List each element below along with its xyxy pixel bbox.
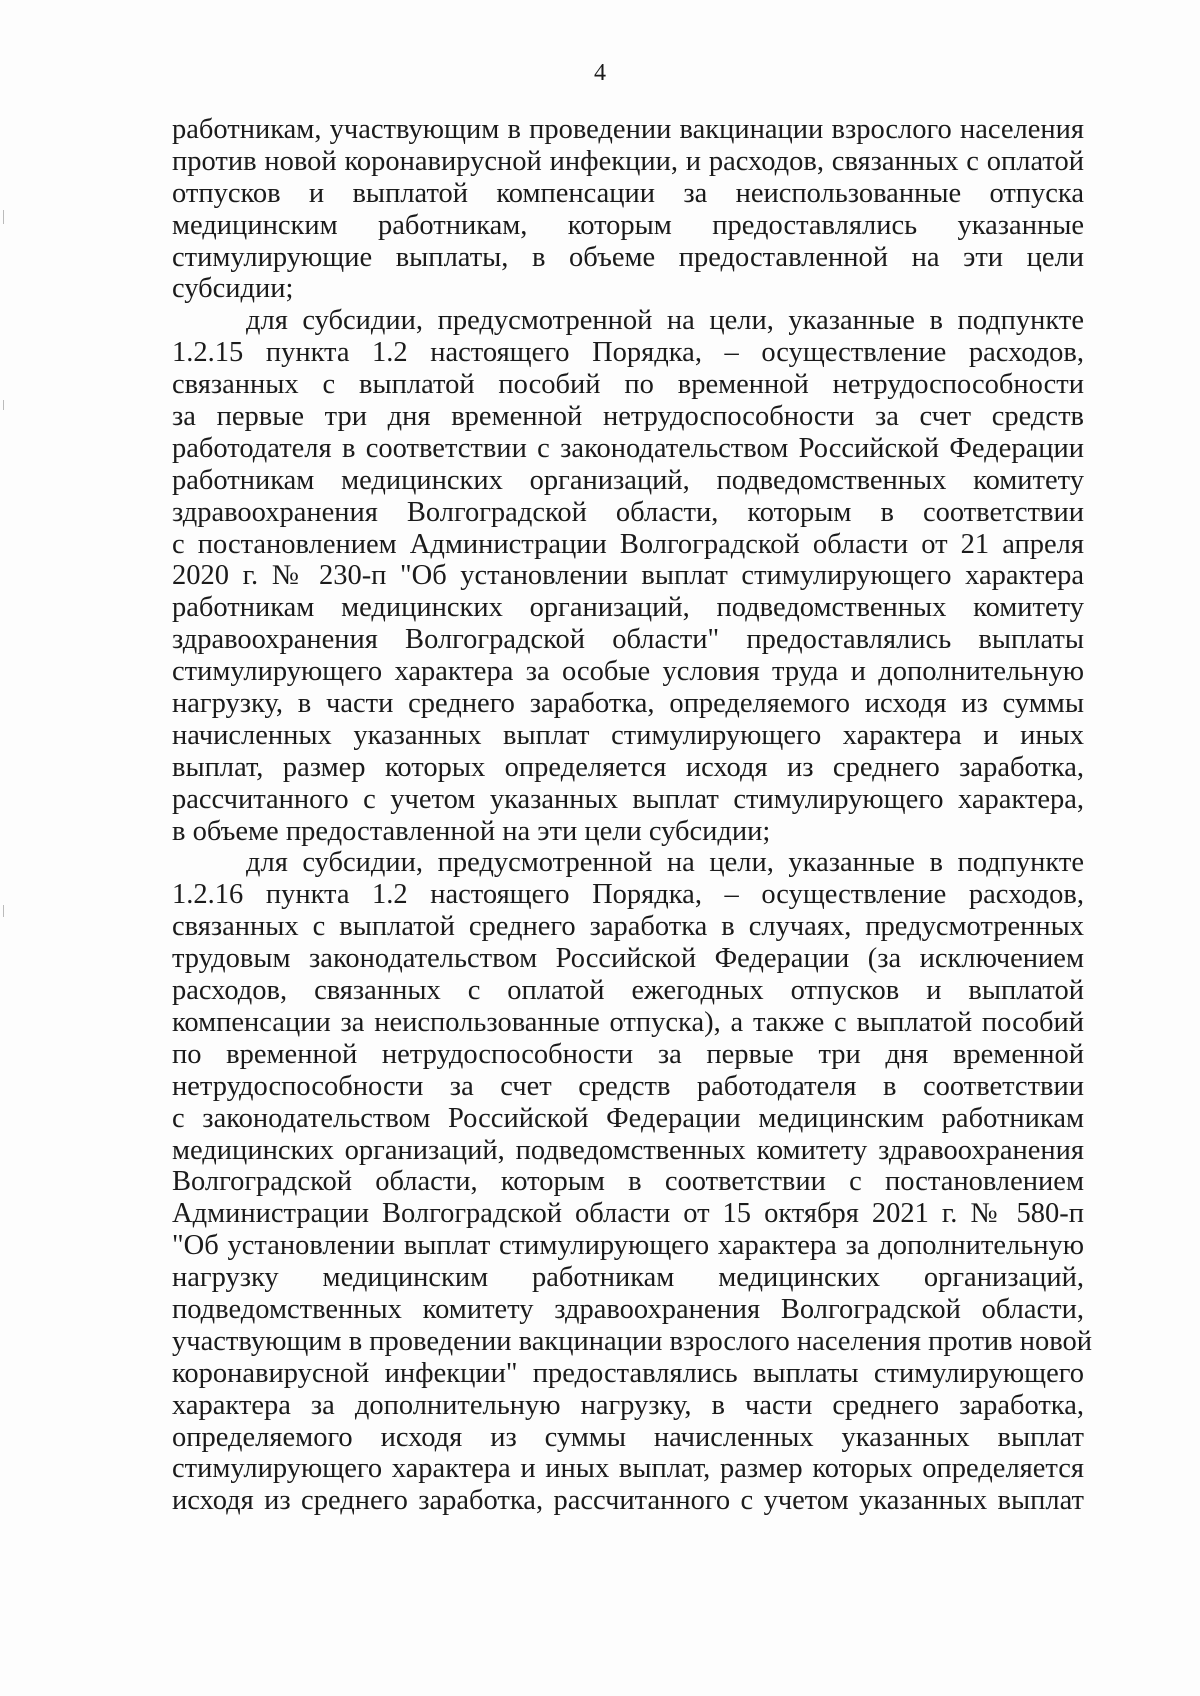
text-line: для субсидии, предусмотренной на цели, указанные в подпункте bbox=[246, 305, 1084, 337]
text-line: "Об установлении выплат стимулирующего характера за дополнительную bbox=[172, 1230, 1084, 1262]
text-line: стимулирующие выплаты, в объеме предоставленной на эти цели bbox=[172, 241, 1084, 273]
text-line: стимулирующего характера за особые условия труда и дополнительную bbox=[172, 656, 1084, 688]
text-line: выплат, размер которых определяется исходя из среднего заработка, bbox=[172, 751, 1084, 783]
text-line: 2020 г. № 230-п "Об установлении выплат стимулирующего характера bbox=[172, 560, 1084, 592]
paragraph bbox=[172, 847, 1093, 1517]
text-line: отпусков и выплатой компенсации за неиспользованные отпуска bbox=[172, 177, 1084, 209]
text-line: расходов, связанных с оплатой ежегодных отпусков и выплатой bbox=[172, 975, 1084, 1007]
scan-artifact bbox=[3, 905, 4, 917]
text-line: работникам, участвующим в проведении вакцинации взрослого населения bbox=[172, 114, 1084, 145]
text-line: работодателя в соответствии с законодательством Российской Федерации bbox=[172, 432, 1084, 464]
text-line: 1.2.16 пункта 1.2 настоящего Порядка, – осуществление расходов, bbox=[172, 879, 1084, 911]
text-line: связанных с выплатой среднего заработка в случаях, предусмотренных bbox=[172, 911, 1084, 943]
text-line: с законодательством Российской Федерации медицинским работникам bbox=[172, 1102, 1084, 1134]
text-line: нагрузку, в части среднего заработка, определяемого исходя из суммы bbox=[172, 688, 1084, 720]
text-line: по временной нетрудоспособности за первые три дня временной bbox=[172, 1038, 1084, 1070]
text-line: связанных с выплатой пособий по временной нетрудоспособности bbox=[172, 369, 1084, 401]
text-line: рассчитанного с учетом указанных выплат стимулирующего характера, bbox=[172, 783, 1084, 815]
text-line: компенсации за неиспользованные отпуска), а также с выплатой пособий bbox=[172, 1006, 1084, 1038]
text-line: трудовым законодательством Российской Федерации (за исключением bbox=[172, 943, 1084, 975]
text-line: нагрузку медицинским работникам медицинских организаций, bbox=[172, 1262, 1084, 1294]
text-line: субсидии; bbox=[172, 273, 294, 305]
text-line: подведомственных комитету здравоохранения Волгоградской области, bbox=[172, 1293, 1084, 1325]
text-line: работникам медицинских организаций, подведомственных комитету bbox=[172, 464, 1084, 496]
scan-artifact bbox=[3, 400, 4, 410]
paragraph bbox=[172, 305, 1084, 847]
text-line: коронавирусной инфекции" предоставлялись выплаты стимулирующего bbox=[172, 1357, 1084, 1389]
text-line: здравоохранения Волгоградской области" предоставлялись выплаты bbox=[172, 624, 1084, 656]
text-line: Волгоградской области, которым в соответствии с постановлением bbox=[172, 1166, 1084, 1198]
text-line: характера за дополнительную нагрузку, в части среднего заработка, bbox=[172, 1389, 1084, 1421]
text-line: стимулирующего характера и иных выплат, размер которых определяется bbox=[172, 1453, 1084, 1485]
text-line: против новой коронавирусной инфекции, и расходов, связанных с оплатой bbox=[172, 145, 1084, 177]
page-number: 4 bbox=[594, 60, 606, 86]
text-line: нетрудоспособности за счет средств работодателя в соответствии bbox=[172, 1070, 1084, 1102]
scan-artifact bbox=[3, 210, 4, 224]
text-line: с постановлением Администрации Волгоградской области от 21 апреля bbox=[172, 528, 1084, 560]
text-line: здравоохранения Волгоградской области, которым в соответствии bbox=[172, 496, 1084, 528]
text-line: исходя из среднего заработка, рассчитанного с учетом указанных выплат bbox=[172, 1485, 1084, 1517]
text-line: медицинским работникам, которым предоставлялись указанные bbox=[172, 209, 1084, 241]
text-line: за первые три дня временной нетрудоспособности за счет средств bbox=[172, 401, 1084, 433]
text-line: 1.2.15 пункта 1.2 настоящего Порядка, – осуществление расходов, bbox=[172, 337, 1084, 369]
text-line: медицинских организаций, подведомственных комитету здравоохранения bbox=[172, 1134, 1084, 1166]
text-line: участвующим в проведении вакцинации взрослого населения против новой bbox=[172, 1325, 1093, 1357]
text-line: работникам медицинских организаций, подведомственных комитету bbox=[172, 592, 1084, 624]
text-line: определяемого исходя из суммы начисленных указанных выплат bbox=[172, 1421, 1084, 1453]
document-body bbox=[172, 114, 1093, 1517]
text-line: в объеме предоставленной на эти цели субсидии; bbox=[172, 815, 771, 847]
paragraph bbox=[172, 114, 1084, 305]
text-line: начисленных указанных выплат стимулирующего характера и иных bbox=[172, 719, 1084, 751]
text-line: Администрации Волгоградской области от 15 октября 2021 г. № 580-п bbox=[172, 1198, 1084, 1230]
text-line: для субсидии, предусмотренной на цели, указанные в подпункте bbox=[246, 847, 1084, 879]
